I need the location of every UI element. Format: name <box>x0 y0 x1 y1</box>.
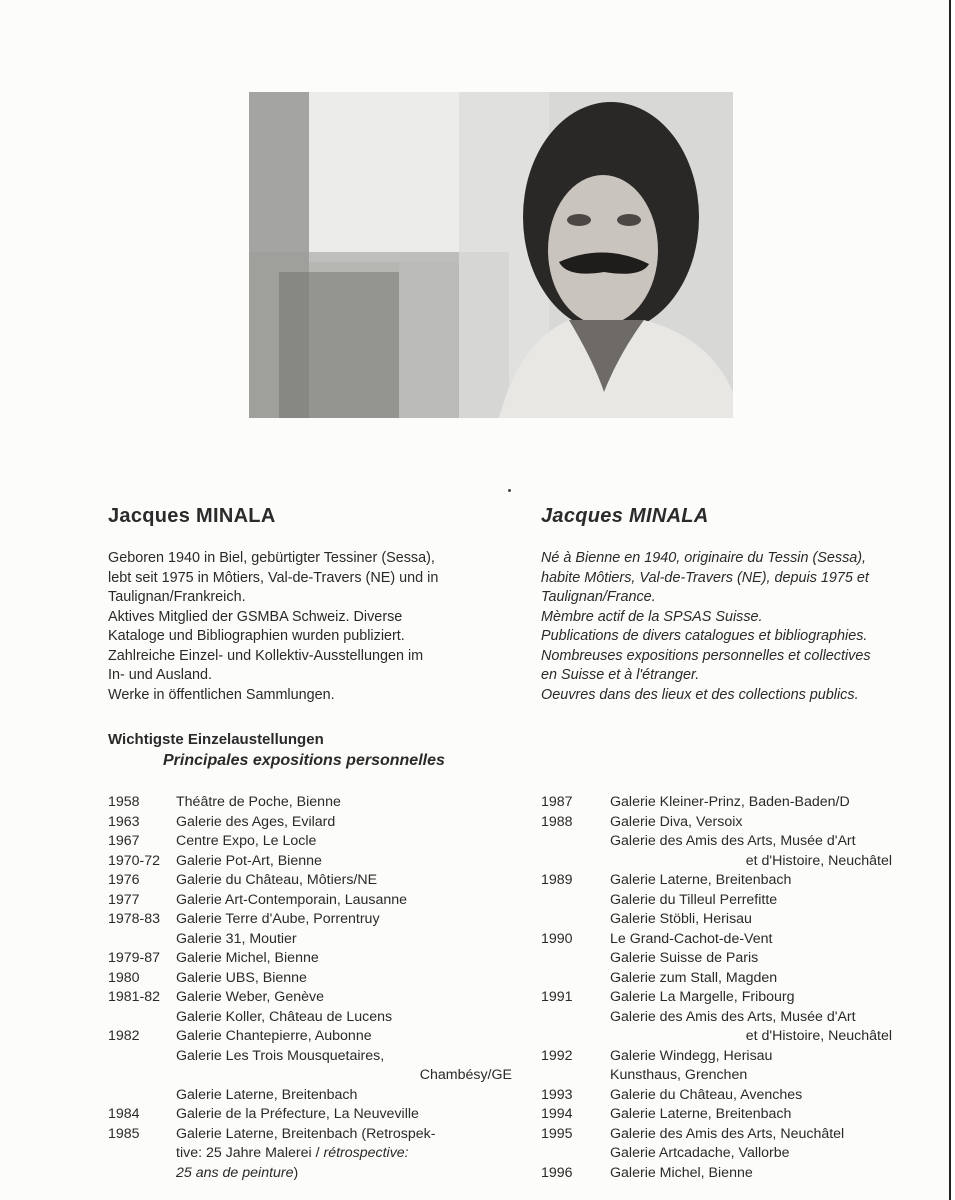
venue-text: Galerie 31, Moutier <box>176 930 297 947</box>
venue-text: Galerie Koller, Château de Lucens <box>176 1008 393 1025</box>
bio-line: Publications de divers catalogues et bibliographies. <box>541 628 868 644</box>
exhibition-venue <box>176 1144 409 1164</box>
exhibition-venue <box>176 813 335 833</box>
exhibition-year: 1970-72 <box>108 852 161 869</box>
exhibition-row <box>108 1047 508 1067</box>
exhibition-row <box>108 930 508 950</box>
exhibition-venue <box>610 832 856 852</box>
exhibition-venue <box>176 793 341 813</box>
venue-text: et d'Histoire, Neuchâtel <box>745 1028 892 1044</box>
venue-text: Galerie des Amis des Arts, Musée d'Art <box>610 1008 856 1025</box>
bio-line: Taulignan/France. <box>541 589 656 605</box>
exhibition-venue <box>176 1047 384 1067</box>
exhibition-row <box>108 891 508 911</box>
exhibition-row <box>108 793 508 813</box>
exhibition-venue <box>176 1164 298 1184</box>
exhibition-row <box>541 949 921 969</box>
exhibition-year: 1977 <box>108 891 140 908</box>
venue-text: Galerie Artcadache, Vallorbe <box>610 1145 790 1161</box>
venue-text: Galerie Terre d'Aube, Porrentruy <box>176 911 380 927</box>
venue-italic-text: 25 ans de peinture <box>176 1164 294 1181</box>
exhibition-row <box>108 852 508 872</box>
exhibition-year: 1991 <box>541 989 573 1005</box>
venue-text: Galerie Les Trois Mousquetaires, <box>176 1047 385 1064</box>
exhibition-venue <box>610 1125 844 1145</box>
venue-text: Galerie Stöbli, Herisau <box>610 911 752 927</box>
venue-text: Galerie Michel, Bienne <box>610 1164 753 1181</box>
exhibition-year: 1978-83 <box>108 911 161 927</box>
exhibition-year: 1988 <box>541 813 573 830</box>
exhibition-row <box>541 1105 921 1125</box>
venue-text: Kunsthaus, Grenchen <box>610 1067 748 1083</box>
bio-line: Taulignan/Frankreich. <box>108 589 246 605</box>
exhibition-venue <box>176 1086 357 1106</box>
exhibition-venue <box>610 1008 856 1028</box>
exhibition-venue <box>176 1125 435 1145</box>
exhibition-year: 1980 <box>108 969 140 986</box>
exhibition-row <box>108 1027 508 1047</box>
bio-line: Geboren 1940 in Biel, gebürtigter Tessiner (Sessa), <box>108 550 435 566</box>
exhibition-year: 1992 <box>541 1047 573 1064</box>
exhibition-year: 1987 <box>541 794 573 810</box>
exhibition-row <box>541 813 921 833</box>
venue-text: Galerie Michel, Bienne <box>176 950 319 966</box>
venue-text: Galerie des Amis des Arts, Musée d'Art <box>610 833 856 849</box>
exhibition-row <box>108 832 508 852</box>
venue-text: Galerie UBS, Bienne <box>176 969 307 986</box>
bio-french <box>541 549 941 705</box>
bio-line: In- und Ausland. <box>108 667 213 683</box>
exhibition-venue <box>610 930 772 950</box>
exhibition-venue <box>610 1164 753 1184</box>
exhibition-row <box>108 871 508 891</box>
exhibition-venue <box>610 1086 802 1106</box>
exhibition-year: 1994 <box>541 1106 573 1122</box>
exhibition-row <box>108 1164 508 1184</box>
venue-text: Galerie du Château, Môtiers/NE <box>176 872 378 888</box>
exhibition-row <box>108 988 508 1008</box>
bio-line: Mèmbre actif de la SPSAS Suisse. <box>541 608 763 625</box>
venue-text: Centre Expo, Le Locle <box>176 833 317 849</box>
bio-line: Zahlreiche Einzel- und Kollektiv-Ausstellungen im <box>108 647 424 664</box>
exhibition-venue <box>610 1047 772 1067</box>
venue-text: Chambésy/GE <box>419 1067 512 1083</box>
venue-italic-text: rétrospective: <box>323 1145 409 1161</box>
exhibition-year: 1989 <box>541 872 573 888</box>
exhibition-row <box>108 949 508 969</box>
exhibition-venue <box>610 969 777 989</box>
exhibition-row <box>108 969 508 989</box>
exhibition-year: 1982 <box>108 1028 140 1044</box>
exhibition-year: 1996 <box>541 1164 573 1181</box>
exhibition-year: 1979-87 <box>108 950 161 966</box>
exhibition-venue <box>176 1008 392 1028</box>
bio-line: lebt seit 1975 in Môtiers, Val-de-Travers (NE) und in <box>108 569 439 586</box>
venue-text: Galerie Art-Contemporain, Lausanne <box>176 891 408 908</box>
exhibition-venue <box>610 1144 790 1164</box>
bio-line: Oeuvres dans des lieux et des collections publics. <box>541 686 859 703</box>
exhibition-row <box>541 1027 921 1047</box>
bio-line: Né à Bienne en 1940, originaire du Tessin (Sessa), <box>541 550 867 566</box>
exhibition-row <box>108 1144 508 1164</box>
exhibition-year: 1985 <box>108 1125 140 1142</box>
exhibition-year: 1963 <box>108 813 140 830</box>
exhibition-venue <box>176 910 380 930</box>
exhibition-row <box>541 891 921 911</box>
bio-line: Werke in öffentlichen Sammlungen. <box>108 686 335 703</box>
exhibition-venue <box>176 871 377 891</box>
exhibition-row <box>541 969 921 989</box>
exhibition-row <box>541 910 921 930</box>
exhibition-venue <box>610 871 791 891</box>
exhibition-venue <box>176 930 297 950</box>
exhibition-venue <box>610 949 758 969</box>
exhibition-year: 1976 <box>108 872 140 888</box>
exhibition-year: 1995 <box>541 1125 573 1142</box>
speck-dot <box>508 489 511 492</box>
bio-line: Nombreuses expositions personnelles et collectives <box>541 647 871 664</box>
venue-text: Galerie Laterne, Breitenbach <box>610 872 792 888</box>
exhibition-year: 1967 <box>108 833 140 849</box>
exhibitions-list-right <box>541 793 921 1183</box>
venue-text: Galerie de la Préfecture, La Neuveville <box>176 1106 419 1122</box>
exhibition-row <box>108 1125 508 1145</box>
exhibition-row <box>108 1066 512 1086</box>
exhibition-venue <box>610 891 777 911</box>
venue-text: Galerie zum Stall, Magden <box>610 969 778 986</box>
section-heading-german: Wichtigste Einzelaustellungen <box>108 731 324 748</box>
venue-text: Galerie Windegg, Herisau <box>610 1047 773 1064</box>
exhibition-row <box>541 1066 921 1086</box>
venue-text: Galerie Kleiner-Prinz, Baden-Baden/D <box>610 794 850 810</box>
venue-text: Galerie du Château, Avenches <box>610 1086 803 1103</box>
venue-text: Galerie Laterne, Breitenbach <box>610 1106 792 1122</box>
venue-text: Le Grand-Cachot-de-Vent <box>610 930 773 947</box>
title-french: Jacques MINALA <box>541 505 709 527</box>
exhibition-row <box>541 852 921 872</box>
exhibition-row <box>541 1125 921 1145</box>
exhibition-venue <box>176 852 322 872</box>
exhibition-venue <box>176 988 324 1008</box>
exhibition-venue <box>176 1066 512 1086</box>
exhibition-row <box>541 832 921 852</box>
exhibition-venue <box>176 832 316 852</box>
exhibition-venue <box>176 949 319 969</box>
venue-text: Galerie Weber, Genève <box>176 989 324 1005</box>
venue-text: Galerie du Tilleul Perrefitte <box>610 891 778 908</box>
exhibitions-list-left <box>108 793 512 1183</box>
exhibition-venue <box>176 891 407 911</box>
venue-text: Galerie Laterne, Breitenbach (Retrospek- <box>176 1125 436 1142</box>
venue-text: Galerie Diva, Versoix <box>610 813 743 830</box>
exhibition-year: 1993 <box>541 1086 573 1103</box>
artist-portrait-photo <box>249 92 733 418</box>
exhibition-venue <box>176 969 307 989</box>
venue-text: Théâtre de Poche, Bienne <box>176 794 341 810</box>
bio-line: en Suisse et à l'étranger. <box>541 667 700 683</box>
exhibition-venue <box>610 852 892 872</box>
exhibition-venue <box>610 1105 791 1125</box>
exhibition-year: 1958 <box>108 794 140 810</box>
exhibition-venue <box>176 1105 419 1125</box>
exhibition-row <box>541 930 921 950</box>
bio-line: Kataloge und Bibliographien wurden publiziert. <box>108 628 405 644</box>
bio-line: habite Môtiers, Val-de-Travers (NE), depuis 1975 et <box>541 569 869 586</box>
exhibition-row <box>541 1047 921 1067</box>
venue-text: Galerie Pot-Art, Bienne <box>176 852 322 869</box>
venue-text: tive: 25 Jahre Malerei / <box>176 1145 324 1161</box>
exhibition-row <box>108 910 508 930</box>
exhibition-row <box>541 1008 921 1028</box>
exhibition-row <box>108 1105 508 1125</box>
exhibition-venue <box>610 1066 747 1086</box>
exhibition-venue <box>610 813 742 833</box>
venue-text: Galerie des Amis des Arts, Neuchâtel <box>610 1125 845 1142</box>
exhibition-year: 1984 <box>108 1106 140 1122</box>
venue-text: Galerie des Ages, Evilard <box>176 813 336 830</box>
venue-text: Galerie Suisse de Paris <box>610 950 759 966</box>
exhibition-venue <box>610 793 850 813</box>
exhibition-venue <box>610 1027 892 1047</box>
exhibition-row <box>541 871 921 891</box>
exhibition-year: 1981-82 <box>108 989 161 1005</box>
exhibition-venue <box>610 988 795 1008</box>
venue-text: Galerie Chantepierre, Aubonne <box>176 1028 372 1044</box>
exhibition-venue <box>176 1027 372 1047</box>
exhibition-row <box>541 988 921 1008</box>
venue-tail-text: ) <box>293 1164 299 1181</box>
exhibition-venue <box>610 910 752 930</box>
venue-text: Galerie Laterne, Breitenbach <box>176 1086 358 1103</box>
exhibition-row <box>541 1144 921 1164</box>
venue-text: et d'Histoire, Neuchâtel <box>745 852 892 869</box>
bio-line: Aktives Mitglied der GSMBA Schweiz. Diverse <box>108 608 403 625</box>
exhibition-row <box>541 793 921 813</box>
exhibition-row <box>541 1164 921 1184</box>
exhibition-row <box>108 1008 508 1028</box>
exhibition-row <box>108 1086 508 1106</box>
title-german: Jacques MINALA <box>108 505 276 527</box>
bio-german <box>108 549 508 705</box>
section-heading-french: Principales expositions personnelles <box>163 752 445 769</box>
exhibition-row <box>108 813 508 833</box>
venue-text: Galerie La Margelle, Fribourg <box>610 989 795 1005</box>
exhibition-year: 1990 <box>541 930 573 947</box>
exhibition-row <box>541 1086 921 1106</box>
